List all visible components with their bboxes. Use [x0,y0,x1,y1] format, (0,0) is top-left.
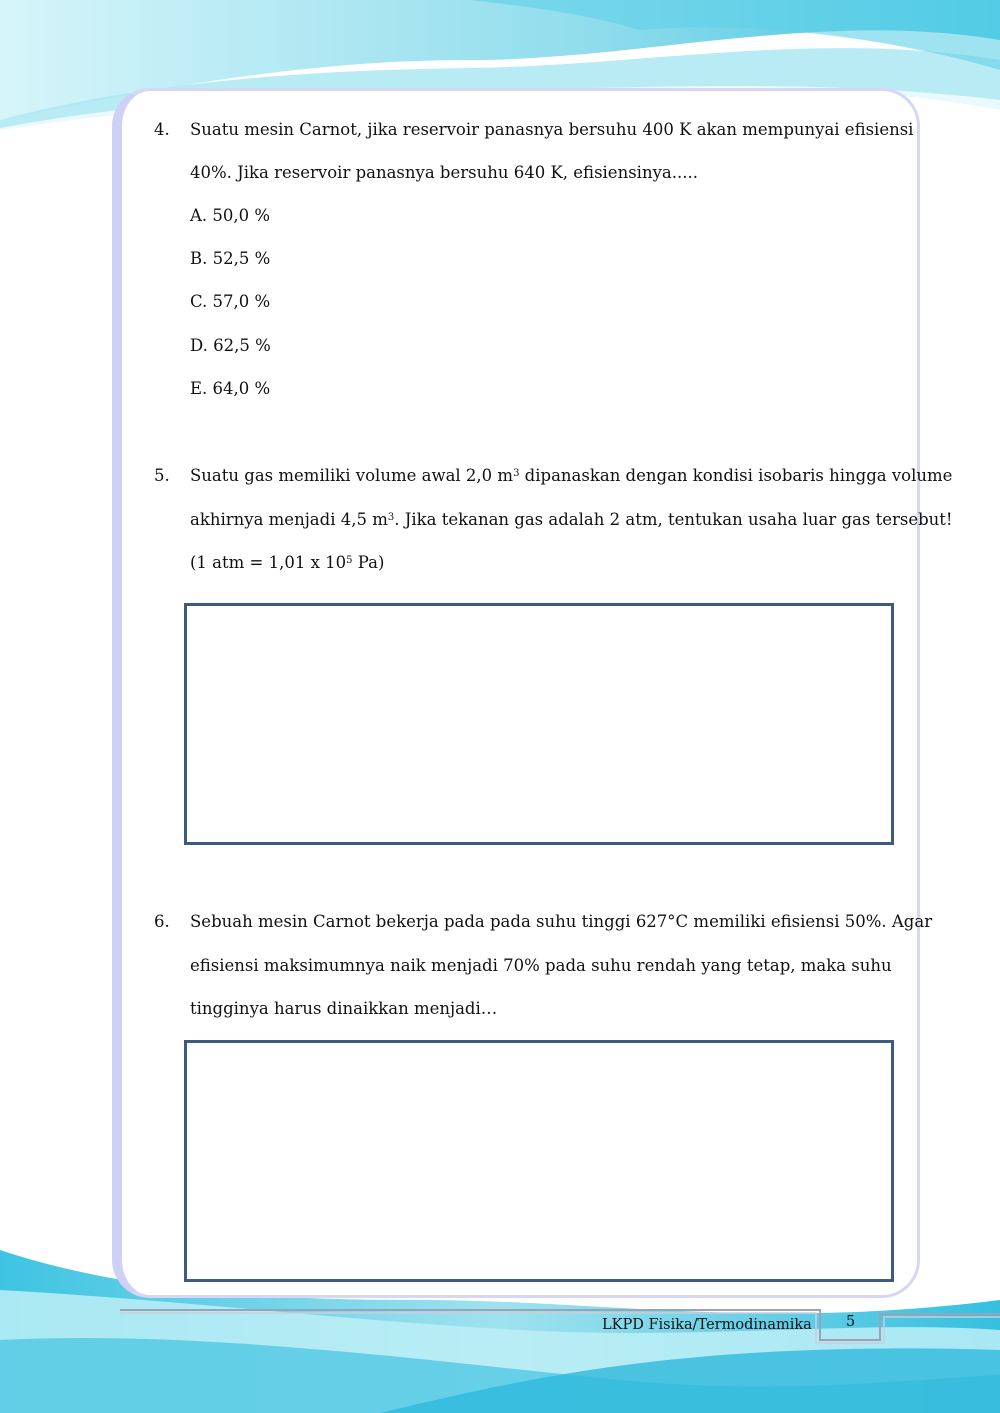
question-number: 5. [154,466,170,485]
footer-title: LKPD Fisika/Termodinamika [602,1317,812,1333]
page-number: 5 [846,1314,856,1330]
answer-box-5[interactable] [184,603,894,845]
question-text-line: Suatu gas memiliki volume awal 2,0 $m^3$ dipanaskan dengan kondisi isobaris hingga volume [190,466,953,485]
question-text-line: (1 atm = 1,01 x $10^5$ Pa) [190,553,385,572]
option-e: E. 64,0 % [190,379,271,398]
answer-box-6[interactable] [184,1040,894,1282]
question-text-line: Suatu mesin Carnot, jika reservoir panasnya bersuhu 400 K akan mempunyai efisiensi [190,120,914,139]
question-text-line: Sebuah mesin Carnot bekerja pada pada suhu tinggi 627°C memiliki efisiensi 50%. Agar [190,912,933,931]
option-b: B. 52,5 % [190,249,271,268]
question-text-line: tingginya harus dinaikkan menjadi… [190,999,498,1018]
option-c: C. 57,0 % [190,292,271,311]
question-number: 6. [154,912,170,931]
option-d: D. 62,5 % [190,336,271,355]
question-text-line: 40%. Jika reservoir panasnya bersuhu 640 K, efisiensinya..... [190,163,698,182]
question-text-line: akhirnya menjadi 4,5 $m^3$. Jika tekanan gas adalah 2 atm, tentukan usaha luar gas tersebut! [190,510,953,529]
option-a: A. 50,0 % [190,206,271,225]
question-text-line: efisiensi maksimumnya naik menjadi 70% pada suhu rendah yang tetap, maka suhu [190,956,892,975]
question-number: 4. [154,120,170,139]
